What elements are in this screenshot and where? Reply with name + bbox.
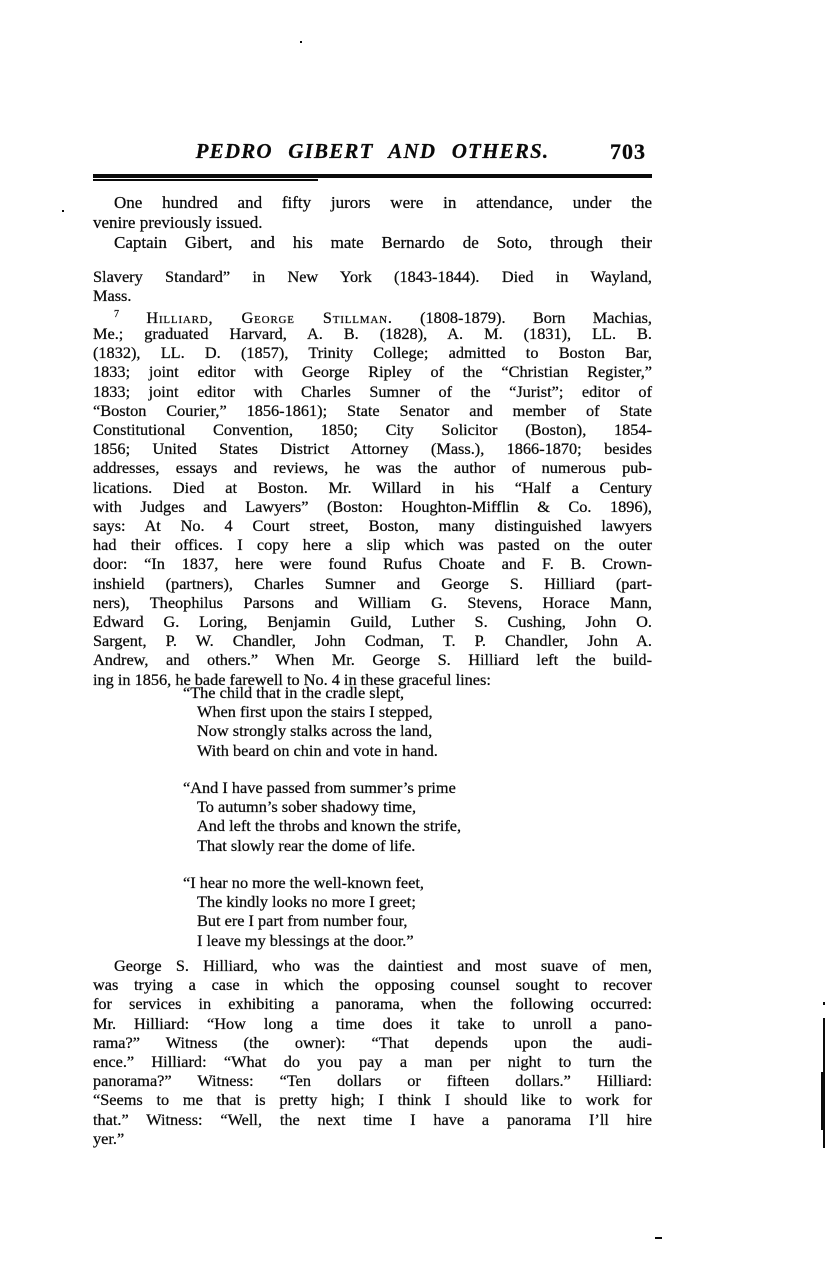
text-line: inshield (partners), Charles Sumner and George S. Hilliard (part- — [93, 573, 652, 593]
text-line: Constitutional Convention, 1850; City Solicitor (Boston), 1854- — [93, 420, 652, 440]
text-line: with Judges and Lawyers” (Boston: Houghton-Mifflin & Co. 1896), — [93, 496, 652, 516]
header-rule — [93, 174, 652, 178]
scan-speck-top — [300, 41, 302, 43]
text-line: ners), Theophilus Parsons and William G. Stevens, Horace Mann, — [93, 592, 652, 612]
text-line: had their offices. I copy here a slip which was pasted on the outer — [93, 535, 652, 555]
text-line: ence.” Hilliard: “What do you pay a man per night to turn the — [93, 1052, 652, 1072]
text-line: 1833; joint editor with George Ripley of the “Christian Register,” — [93, 362, 652, 382]
text-line: that.” Witness: “Well, the next time I have a panorama I’ll hire — [93, 1109, 652, 1129]
text-line: Me.; graduated Harvard, A. B. (1828), A. M. (1831), LL. B. — [93, 324, 652, 343]
footnote-continuation — [93, 267, 652, 305]
poem-stanza-2 — [93, 778, 652, 855]
text-line: addresses, essays and reviews, he was the author of numerous pub- — [93, 458, 652, 478]
text-line: “I hear no more the well-known feet, — [183, 873, 424, 892]
text-line: George S. Hilliard, who was the daintiest and most suave of men, — [114, 956, 652, 975]
text-line: Mr. Hilliard: “How long a time does it take to unroll a pano- — [93, 1013, 652, 1033]
header-rule-doubling — [93, 179, 318, 181]
text-line: The kindly looks no more I greet; — [197, 892, 416, 912]
paragraph-jurors — [93, 193, 652, 233]
text-line: venire previously issued. — [93, 213, 263, 232]
text-line: ing in 1856, he bade farewell to No. 4 in these graceful lines: — [93, 669, 491, 689]
text-line: panorama?” Witness: “Ten dollars or fifteen dollars.” Hilliard: — [93, 1071, 652, 1091]
text-line: “The child that in the cradle slept, — [183, 683, 405, 702]
text-line: When first upon the stairs I stepped, — [197, 702, 433, 722]
text-line: door: “In 1837, here were found Rufus Choate and F. B. Crown- — [93, 554, 652, 574]
text-line: “Seems to me that is pretty high; I think I should like to work for — [93, 1090, 652, 1110]
text-line: With beard on chin and vote in hand. — [197, 740, 438, 760]
text-line: I leave my blessings at the door.” — [197, 930, 414, 950]
text-line: That slowly rear the dome of life. — [197, 835, 416, 855]
poem-stanza-1 — [93, 683, 652, 760]
text-line: But ere I part from number four, — [197, 911, 408, 931]
text-line: And left the throbs and known the strife, — [197, 816, 462, 836]
text-line: 1856; United States District Attorney (Mass.), 1866-1870; besides — [93, 439, 652, 459]
text-line: rama?” Witness (the owner): “That depends upon the audi- — [93, 1032, 652, 1052]
footnote-subject-name: Hilliard, George Stillman. — [146, 308, 393, 327]
text-line: yer.” — [93, 1128, 125, 1148]
text-line: Edward G. Loring, Benjamin Guild, Luther S. Cushing, John O. — [93, 612, 652, 632]
text-line: “Boston Courier,” 1856-1861); State Senator and member of State — [93, 400, 652, 420]
text-line: for services in exhibiting a panorama, when the following occurred: — [93, 994, 652, 1014]
page-number: 703 — [610, 139, 646, 164]
text-line: One hundred and fifty jurors were in attendance, under the — [114, 193, 652, 212]
footnote-marker: 7 — [114, 309, 120, 320]
text-line: Sargent, P. W. Chandler, John Codman, T. P. Chandler, John A. — [93, 631, 652, 651]
scan-speck-left — [62, 210, 64, 212]
text-line: 1833; joint editor with Charles Sumner of the “Jurist”; editor of — [93, 381, 652, 401]
text-line: To autumn’s sober shadowy time, — [197, 797, 417, 817]
footnote-first-line-text: (1808-1879). Born Machias, — [420, 308, 653, 327]
text-line: Andrew, and others.” When Mr. George S. Hilliard left the build- — [93, 650, 652, 670]
text-line: Captain Gibert, and his mate Bernardo de Soto, through their — [114, 233, 652, 252]
text-line: “And I have passed from summer’s prime — [183, 778, 456, 797]
text-line: says: At No. 4 Court street, Boston, many distinguished lawyers — [93, 516, 652, 536]
scan-speck-right — [823, 1002, 825, 1005]
text-line: Mass. — [93, 286, 132, 306]
text-line: Now strongly stalks across the land, — [197, 721, 433, 741]
scan-vertical-line-blob — [821, 1072, 825, 1130]
poem-stanza-3 — [93, 873, 652, 950]
text-line: (1832), LL. D. (1857), Trinity College; admitted to Boston Bar, — [93, 343, 652, 363]
footnote-hilliard-body — [93, 324, 652, 689]
paragraph-gibert — [93, 233, 652, 253]
running-header — [93, 139, 652, 169]
text-line: lications. Died at Boston. Mr. Willard in his “Half a Century — [93, 477, 652, 497]
scan-dash-bottom — [655, 1237, 662, 1239]
text-line: was trying a case in which the opposing counsel sought to recover — [93, 975, 652, 995]
page-title: PEDRO GIBERT AND OTHERS. — [195, 139, 550, 163]
paragraph-anecdote — [93, 956, 652, 1148]
text-line: Slavery Standard” in New York (1843-1844). Died in Wayland, — [93, 267, 652, 286]
